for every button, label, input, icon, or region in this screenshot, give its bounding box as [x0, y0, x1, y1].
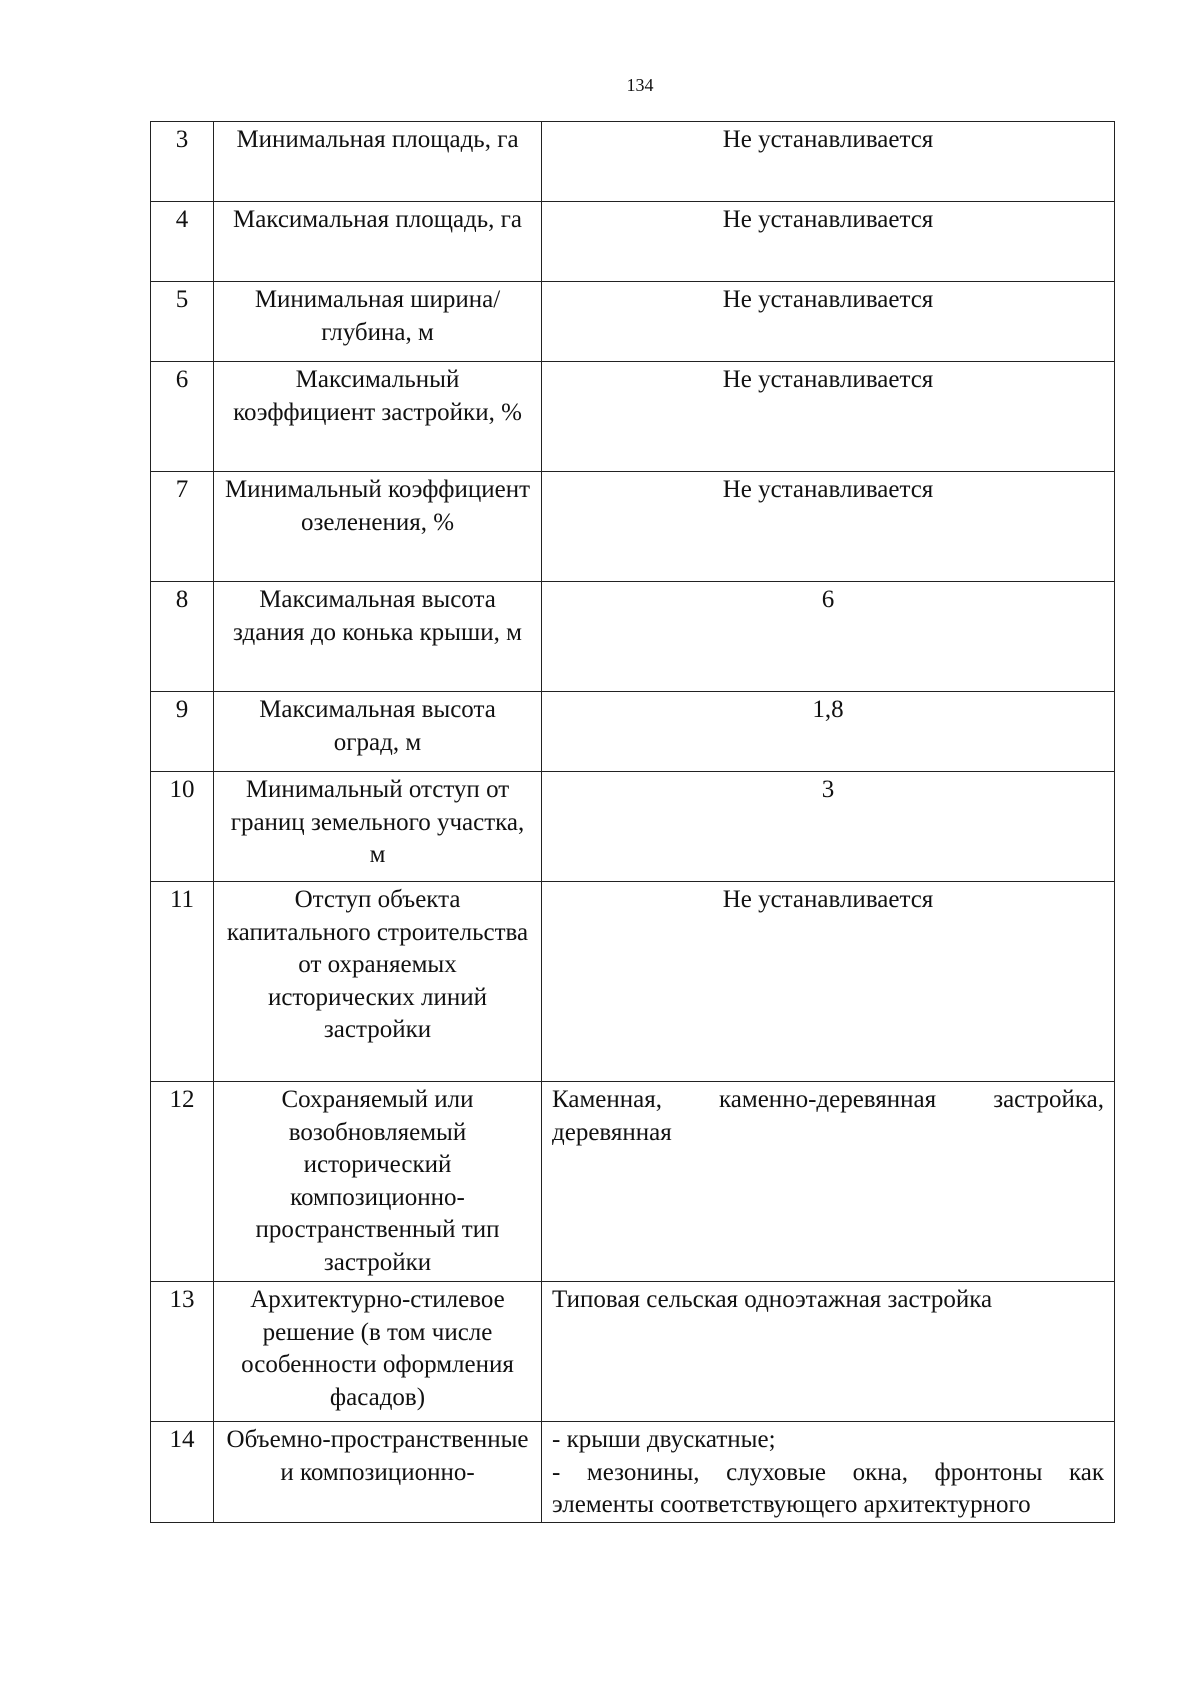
- parameter-name: Объемно-пространственные и композиционно-: [214, 1422, 542, 1523]
- page-number: 134: [626, 75, 654, 95]
- row-number: 13: [151, 1282, 214, 1422]
- row-number: 3: [151, 122, 214, 202]
- table-row: [151, 1282, 1115, 1422]
- parameter-value: Не устанавливается: [542, 282, 1115, 362]
- parameter-value: Не устанавливается: [542, 472, 1115, 582]
- parameter-name: Максимальный коэффициент застройки, %: [214, 362, 542, 472]
- row-number: 6: [151, 362, 214, 472]
- parameter-value: 3: [542, 772, 1115, 882]
- parameter-name: Минимальная площадь, га: [214, 122, 542, 202]
- table-row: [151, 692, 1115, 772]
- parameter-name: Отступ объекта капитального строительства от охраняемых исторических линий застройки: [214, 882, 542, 1082]
- parameter-value: Не устанавливается: [542, 202, 1115, 282]
- table-row: [151, 362, 1115, 472]
- parameter-name: Архитектурно-стилевое решение (в том числе особенности оформления фасадов): [214, 1282, 542, 1422]
- row-number: 5: [151, 282, 214, 362]
- parameter-value: Не устанавливается: [542, 362, 1115, 472]
- parameter-name: Минимальный коэффициент озеленения, %: [214, 472, 542, 582]
- parameter-name: Сохраняемый или возобновляемый исторический композиционно-пространственный тип застройки: [214, 1082, 542, 1282]
- table-row: [151, 582, 1115, 692]
- parameter-value: Каменная, каменно-деревянная застройка, деревянная: [542, 1082, 1115, 1282]
- table-row: [151, 202, 1115, 282]
- row-number: 8: [151, 582, 214, 692]
- parameter-name: Минимальный отступ от границ земельного участка, м: [214, 772, 542, 882]
- table-row: [151, 472, 1115, 582]
- row-number: 10: [151, 772, 214, 882]
- parameter-name: Минимальная ширина/ глубина, м: [214, 282, 542, 362]
- table-row: [151, 122, 1115, 202]
- row-number: 4: [151, 202, 214, 282]
- parameter-value: 1,8: [542, 692, 1115, 772]
- value-line: - крыши двускатные;: [552, 1426, 776, 1453]
- parameter-value: [542, 1422, 1115, 1523]
- parameter-name: Максимальная высота оград, м: [214, 692, 542, 772]
- parameter-value: Типовая сельская одноэтажная застройка: [542, 1282, 1115, 1422]
- parameter-name: Максимальная высота здания до конька крыши, м: [214, 582, 542, 692]
- table-row: [151, 282, 1115, 362]
- table-row: [151, 772, 1115, 882]
- row-number: 12: [151, 1082, 214, 1282]
- value-line: - мезонины, слуховые окна, фронтоны как элементы соответствующего архитектурного: [552, 1458, 1104, 1518]
- parameter-name: Максимальная площадь, га: [214, 202, 542, 282]
- parameter-value: Не устанавливается: [542, 882, 1115, 1082]
- parameters-table: [150, 121, 1115, 1523]
- table-row: [151, 882, 1115, 1082]
- parameter-value: 6: [542, 582, 1115, 692]
- parameter-value: Не устанавливается: [542, 122, 1115, 202]
- row-number: 7: [151, 472, 214, 582]
- table-row: [151, 1082, 1115, 1282]
- row-number: 11: [151, 882, 214, 1082]
- table-row: [151, 1422, 1115, 1523]
- row-number: 9: [151, 692, 214, 772]
- row-number: 14: [151, 1422, 214, 1523]
